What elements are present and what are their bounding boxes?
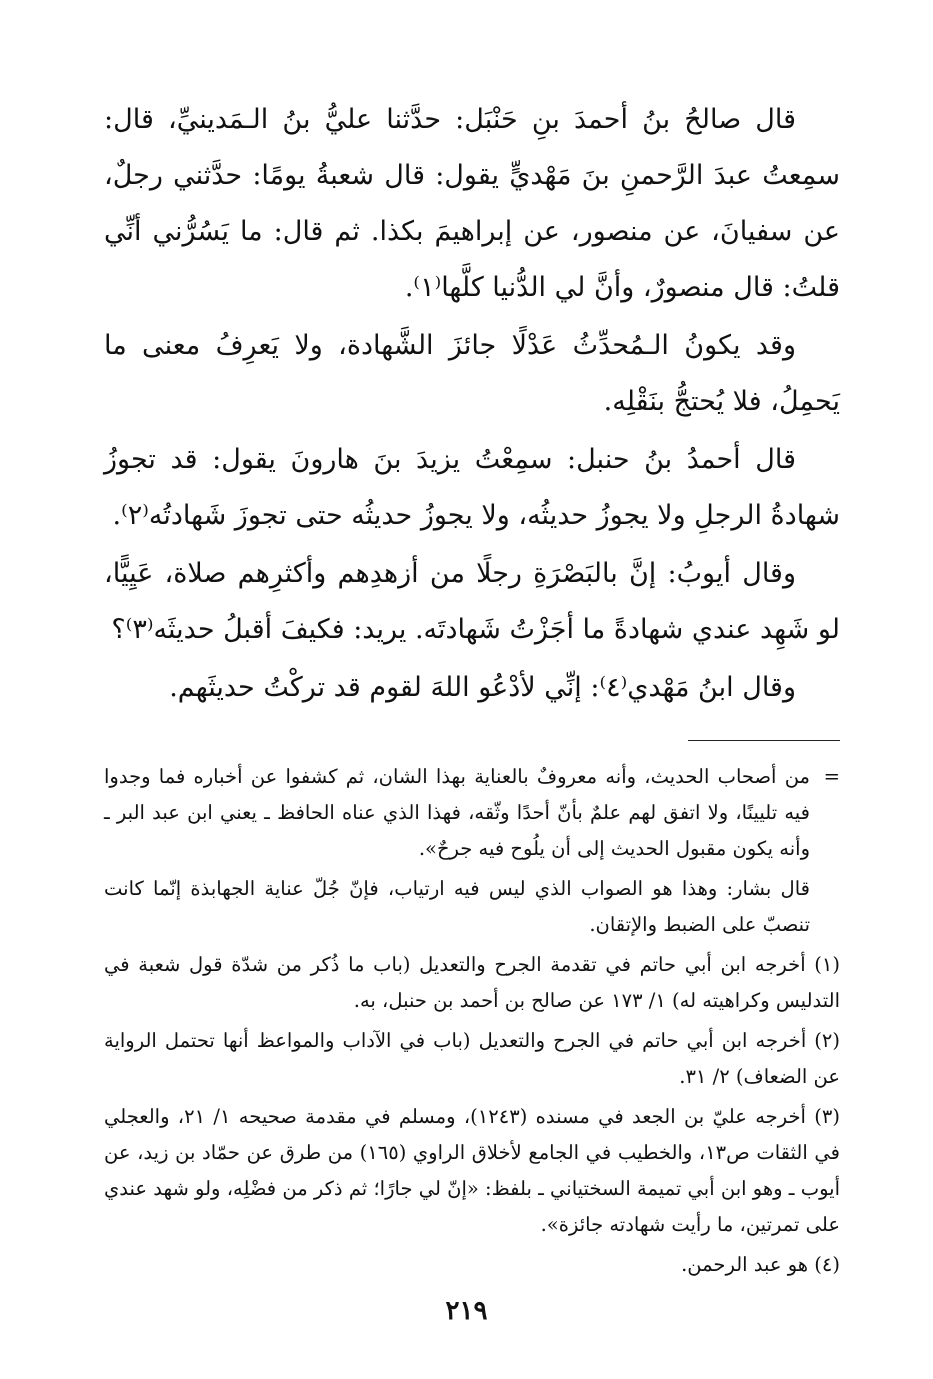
footnote-4: (٤) هو عبد الرحمن. [681, 1253, 840, 1276]
footnote-continuation [104, 759, 840, 867]
paragraph-3: قال أحمدُ بنُ حنبل: سمِعْتُ يزيدَ بنَ هارونَ يقول: قد تجوزُ شهادةُ الرجلِ ولا يجوزُ حديثُه، ولا يجوزُ حديثُه حتى تجوزَ شَهادتُه⁽٢⁾. [104, 444, 840, 531]
footnote-bashar-comment: قال بشار: وهذا هو الصواب الذي ليس فيه ارتياب، فإنّ جُلّ عناية الجهابذة إنّما كانت تنصبّ على الضبط والإتقان. [104, 877, 810, 936]
paragraph-2: وقد يكونُ الـمُحدِّثُ عَدْلًا جائزَ الشَّهادة، ولا يَعرِفُ معنى ما يَحمِلُ، فلا يُحتجُّ بنَقْلِه. [104, 330, 840, 417]
main-text [104, 92, 840, 716]
paragraph-5: وقال ابنُ مَهْدي⁽٤⁾: إنِّي لأدْعُو اللهَ لقوم قد تركْتُ حديثَهم. [169, 672, 796, 703]
footnotes [104, 759, 840, 1283]
paragraph-1: قال صالحُ بنُ أحمدَ بنِ حَنْبَل: حدَّثنا عليُّ بنُ الـمَدينيِّ، قال: سمِعتُ عبدَ الرَّحمنِ بنَ مَهْديٍّ يقول: قال شعبةُ يومًا: حدَّثني رجلٌ، عن سفيانَ، عن منصور، عن إبراهيمَ بكذا. ثم قال: ما يَسُرُّني أنِّي قلتُ: قال منصورٌ، وأنَّ لي الدُّنيا كلَّها⁽١⁾. [104, 104, 840, 303]
footnote-continuation-text: من أصحاب الحديث، وأنه معروفٌ بالعناية بهذا الشان، ثم كشفوا عن أخباره فما وجدوا فيه تليينًا، ولا اتفق لهم علمٌ بأنّ أحدًا وثّقه، فهذا الذي عناه الحافظ ـ يعني ابن عبد البر ـ وأنه يكون مقبول الحديث إلى أن يلُوح فيه جرحٌ». [104, 765, 810, 860]
page-content [104, 92, 840, 1287]
footnote-2: (٢) أخرجه ابن أبي حاتم في الجرح والتعديل (باب في الآداب والمواعظ أنها تحتمل الرواية عن الضعاف) ٢/ ٣١. [104, 1029, 840, 1088]
footnote-3: (٣) أخرجه عليّ بن الجعد في مسنده (١٢٤٣)، ومسلم في مقدمة صحيحه ١/ ٢١، والعجلي في الثقات ص١٣، والخطيب في الجامع لأخلاق الراوي (١٦٥) من طرق عن حمّاد بن زيد، عن أيوب ـ وهو ابن أبي تميمة السختياني ـ بلفظ: «إنّ لي جارًا؛ ثم ذكر من فضْلِه، ولو شهد عندي على تمرتين، ما رأيت شهادته جائزة». [104, 1105, 840, 1236]
footnote-1: (١) أخرجه ابن أبي حاتم في تقدمة الجرح والتعديل (باب ما ذُكر من شدّة قول شعبة في التدليس وكراهيته له) ١/ ١٧٣ عن صالح بن أحمد بن حنبل، به. [104, 953, 840, 1012]
footnote-divider [688, 740, 840, 741]
paragraph-4: وقال أيوبُ: إنَّ بالبَصْرَةِ رجلًا من أزهدِهم وأكثرِهم صلاة، عَيِيًّا، لو شَهِد عندي شهادةً ما أجَزْتُ شَهادتَه. يريد: فكيفَ أقبلُ حديثَه⁽٣⁾؟ [104, 558, 840, 645]
page-number: ٢١٩ [445, 1296, 488, 1326]
continuation-marker: = [823, 765, 840, 788]
